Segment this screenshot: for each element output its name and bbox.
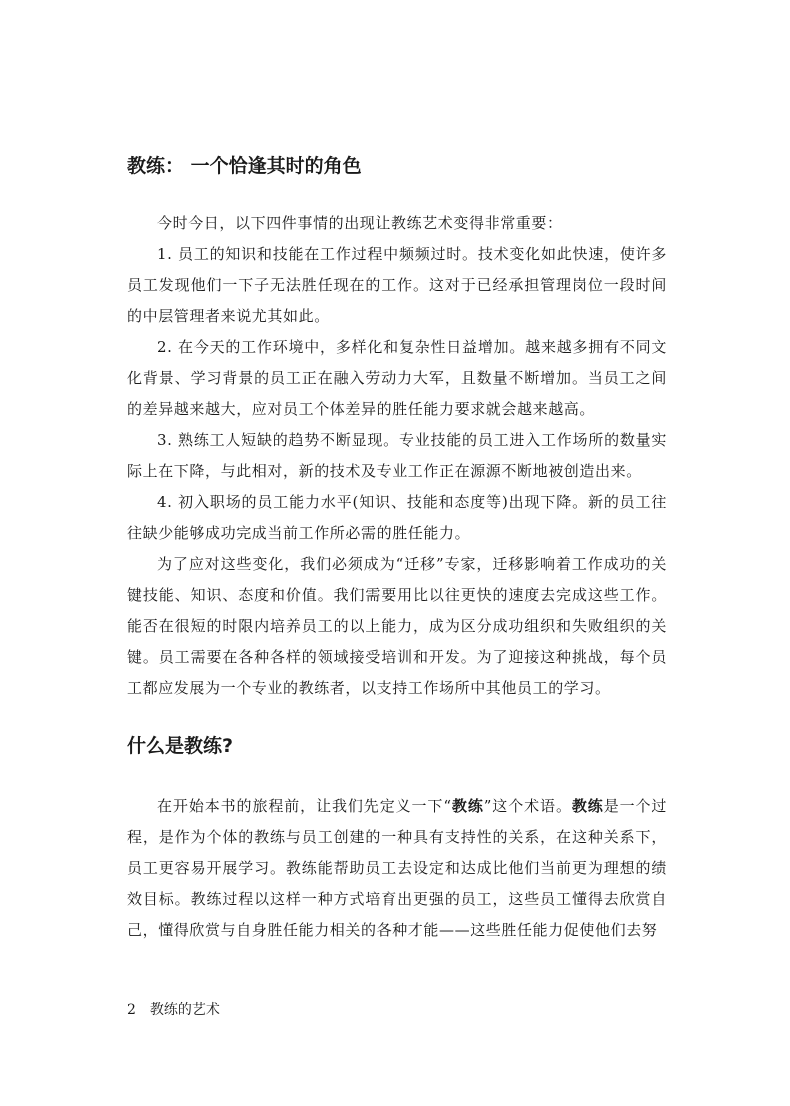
page-number: 2 bbox=[127, 1002, 136, 1018]
intro-paragraph: 今时今日，以下四件事情的出现让教练艺术变得非常重要： bbox=[157, 214, 563, 232]
section-heading-coaching-role: 教练： 一个恰逢其时的角色 bbox=[127, 155, 362, 177]
reason-3-paragraph: 3. 熟练工人短缺的趋势不断显现。专业技能的员工进入工作场所的数量实际上在下降，与此相对，新的技术及专业工作正在源源不断地被创造出来。 bbox=[127, 431, 667, 480]
section-body-what-is-coaching bbox=[127, 791, 667, 946]
reason-4-paragraph: 4. 初入职场的员工能力水平(知识、技能和态度等)出现下降。新的员工往往缺少能够成功完成当前工作所必需的胜任能力。 bbox=[127, 493, 667, 542]
definition-text-part-2: ”这个术语。 bbox=[483, 797, 572, 815]
term-coaching-bold-2: 教练 bbox=[571, 797, 604, 815]
reason-2-paragraph: 2. 在今天的工作环境中，多样化和复杂性日益增加。越来越多拥有不同文化背景、学习背景的员工正在融入劳动力大军，且数量不断增加。当员工之间的差异越来越大，应对员工个体差异的胜任能力要求就会越来越高。 bbox=[127, 338, 667, 418]
section-heading-what-is-coaching: 什么是教练? bbox=[127, 735, 234, 757]
conclusion-paragraph: 为了应对这些变化，我们必须成为“迁移”专家，迁移影响着工作成功的关键技能、知识、态度和价值。我们需要用比以往更快的速度去完成这些工作。能否在很短的时限内培养员工的以上能力，成为区分成功组织和失败组织的关键。员工需要在各种各样的领域接受培训和开发。为了迎接这种挑战，每个员工都应发展为一个专业的教练者，以支持工作场所中其他员工的学习。 bbox=[127, 555, 667, 697]
definition-text-part-1: 在开始本书的旅程前，让我们先定义一下“ bbox=[157, 797, 452, 815]
page-footer bbox=[127, 1000, 220, 1020]
section-body-coaching-role bbox=[127, 208, 667, 704]
definition-paragraph bbox=[127, 791, 667, 946]
running-book-title: 教练的艺术 bbox=[149, 1002, 220, 1018]
term-coaching-bold: 教练 bbox=[451, 797, 484, 815]
definition-text-part-3: 是一个过程，是作为个体的教练与员工创建的一种具有支持性的关系，在这种关系下，员工更容易开展学习。教练能帮助员工去设定和达成比他们当前更为理想的绩效目标。教练过程以这样一种方式培育出更强的员工，这些员工懂得去欣赏自己，懂得欣赏与自身胜任能力相关的各种才能——这些胜任能力促使他们去努 bbox=[127, 797, 668, 939]
reason-1-paragraph: 1. 员工的知识和技能在工作过程中频频过时。技术变化如此快速，使许多员工发现他们一下子无法胜任现在的工作。这对于已经承担管理岗位一段时间的中层管理者来说尤其如此。 bbox=[127, 245, 667, 325]
